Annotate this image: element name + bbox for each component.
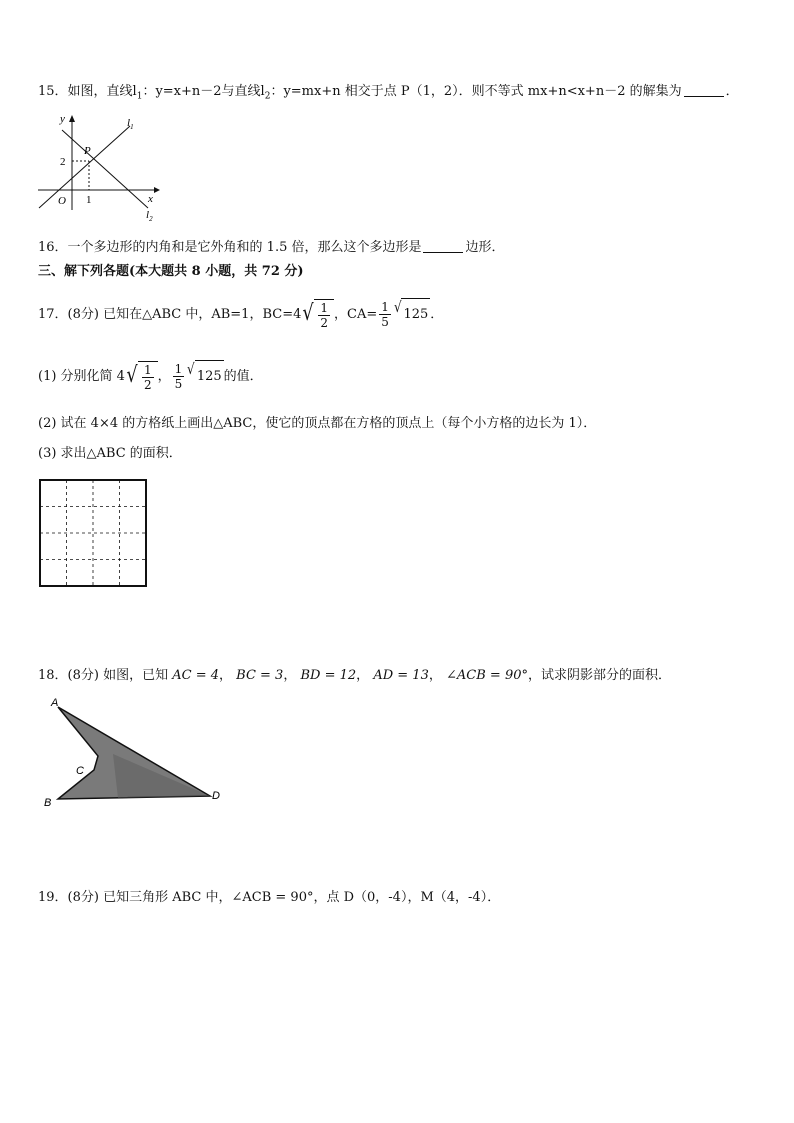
q16-text: 16．一个多边形的内角和是它外角和的 1.5 倍，那么这个多边形是 边形． [38, 240, 505, 255]
sqrt-125: √ 125 [186, 360, 223, 393]
q18-text: 18．(8分) 如图，已知 AC = 4， BC = 3， BD = 12， AD = 13， ∠ACB = 90°，试求阴影部分的面积． [38, 668, 671, 683]
section-heading: 三、解下列各题(本大题共 8 小题，共 72 分) [38, 264, 304, 279]
q18-figure [38, 694, 228, 810]
q17-part3: (3) 求出△ABC 的面积． [38, 446, 182, 461]
q15-figure [34, 110, 164, 222]
label-y: y [60, 113, 65, 125]
label-l2: $l_2$ [146, 209, 153, 222]
fraction-fifth: $\frac{1}{5}$ [174, 362, 183, 391]
line-l2 [62, 130, 148, 208]
label-b: B [44, 797, 52, 809]
answer-blank[interactable] [684, 82, 724, 97]
label-p: P [84, 145, 91, 157]
label-a: A [51, 697, 59, 709]
y-axis-arrow [69, 115, 75, 122]
line-l1 [39, 126, 130, 208]
sqrt-half: √ $\frac{1}{2}$ [301, 299, 334, 330]
fraction-fifth: $\frac{1}{5}$ [381, 300, 389, 329]
shaded-dark [113, 754, 210, 798]
q19-text: 19．(8分) 已知三角形 ABC 中，∠ACB = 90°，点 D（0，-4），M（4，-4）． [38, 890, 501, 905]
label-one: 1 [86, 194, 92, 206]
grid-paper [39, 479, 149, 589]
label-l1: $l_1$ [127, 117, 134, 131]
label-origin: O [58, 195, 66, 207]
label-c: C [76, 765, 84, 777]
label-d: D [212, 790, 220, 802]
sqrt-125: √ 125 [393, 298, 430, 331]
q17-part1: (1) 分别化简 4 √ $\frac{1}{2}$ ， $\frac{1}{5}$ √ 125 的值． [38, 360, 263, 392]
sqrt-half: √ $\frac{1}{2}$ [125, 361, 158, 392]
q17-part2: (2) 试在 4×4 的方格纸上画出△ABC，使它的顶点都在方格的顶点上（每个小方格的边长为 1）． [38, 416, 597, 431]
q17-text: 17．(8分) 已知在△ABC 中，AB=1，BC=4 √ $\frac{1}{2}$ ，CA= $\frac{1}{5}$ √ 125 ． [38, 298, 444, 330]
label-x: x [148, 193, 153, 205]
x-axis-arrow [154, 187, 160, 193]
answer-blank[interactable] [423, 238, 463, 253]
q15-text: 15．如图，直线$l_1$：y=x+n－2与直线$l_2$：y=mx+n 相交于点 P（1，2）．则不等式 mx+n<x+n－2 的解集为 ． [38, 84, 739, 102]
label-two: 2 [60, 156, 66, 168]
